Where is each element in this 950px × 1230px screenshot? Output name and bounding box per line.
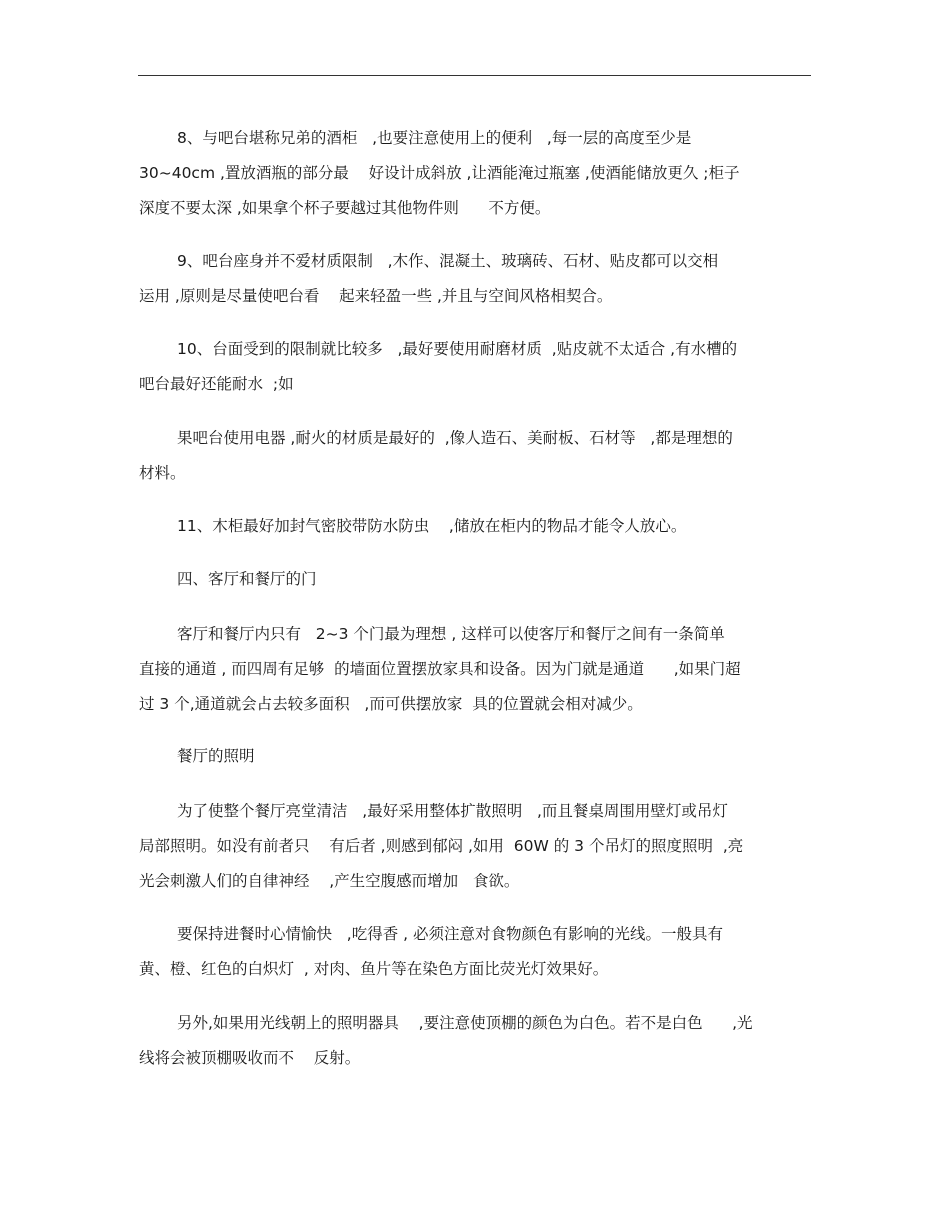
paragraph-10-line-1: 10、台面受到的限制就比较多 ,最好要使用耐磨材质 ,贴皮就不太适合 ,有水槽的 bbox=[177, 340, 738, 358]
paragraph-lighting-1-line-1: 为了使整个餐厅亮堂清洁 ,最好采用整体扩散照明 ,而且餐桌周围用壁灯或吊灯 bbox=[177, 802, 728, 820]
paragraph-10-line-2: 吧台最好还能耐水 ;如 bbox=[139, 375, 294, 393]
paragraph-lighting-1-line-2: 局部照明。如没有前者只 有后者 ,则感到郁闷 ,如用 60W 的 3 个吊灯的照度照明 ,亮 bbox=[139, 837, 744, 855]
paragraph-lighting-3-line-2: 线将会被顶棚吸收而不 反射。 bbox=[139, 1049, 361, 1067]
paragraph-doors-line-3: 过 3 个,通道就会占去较多面积 ,而可供摆放家 具的位置就会相对减少。 bbox=[139, 695, 643, 713]
paragraph-11-line-1: 11、木柜最好加封气密胶带防水防虫 ,储放在柜内的物品才能令人放心。 bbox=[177, 517, 687, 535]
paragraph-lighting-2-line-1: 要保持进餐时心情愉快 ,吃得香 , 必须注意对食物颜色有影响的光线。一般具有 bbox=[177, 925, 723, 943]
paragraph-doors-line-2: 直接的通道 , 而四周有足够 的墙面位置摆放家具和设备。因为门就是通道 ,如果门超 bbox=[139, 660, 741, 678]
section-heading-lighting: 餐厅的照明 bbox=[177, 747, 255, 765]
paragraph-10b-line-1: 果吧台使用电器 ,耐火的材质是最好的 ,像人造石、美耐板、石材等 ,都是理想的 bbox=[177, 429, 733, 447]
section-heading-doors: 四、客厅和餐厅的门 bbox=[177, 570, 317, 588]
paragraph-lighting-3-line-1: 另外,如果用光线朝上的照明器具 ,要注意使顶棚的颜色为白色。若不是白色 ,光 bbox=[177, 1014, 753, 1032]
paragraph-10b-line-2: 材料。 bbox=[139, 464, 186, 482]
paragraph-8-line-2: 30~40cm ,置放酒瓶的部分最 好设计成斜放 ,让酒能淹过瓶塞 ,使酒能储放更久 ;柜子 bbox=[139, 164, 740, 182]
paragraph-9-line-2: 运用 ,原则是尽量使吧台看 起来轻盈一些 ,并且与空间风格相契合。 bbox=[139, 287, 613, 305]
header-rule bbox=[138, 75, 811, 76]
paragraph-8-line-1: 8、与吧台堪称兄弟的酒柜 ,也要注意使用上的便利 ,每一层的高度至少是 bbox=[177, 129, 692, 147]
paragraph-9-line-1: 9、吧台座身并不爱材质限制 ,木作、混凝土、玻璃砖、石材、贴皮都可以交相 bbox=[177, 252, 719, 270]
paragraph-doors-line-1: 客厅和餐厅内只有 2~3 个门最为理想 , 这样可以使客厅和餐厅之间有一条简单 bbox=[177, 625, 725, 643]
paragraph-8-line-3: 深度不要太深 ,如果拿个杯子要越过其他物件则 不方便。 bbox=[139, 199, 551, 217]
paragraph-lighting-1-line-3: 光会刺激人们的自律神经 ,产生空腹感而增加 食欲。 bbox=[139, 872, 520, 890]
paragraph-lighting-2-line-2: 黄、橙、红色的白炽灯 , 对肉、鱼片等在染色方面比荧光灯效果好。 bbox=[139, 960, 609, 978]
